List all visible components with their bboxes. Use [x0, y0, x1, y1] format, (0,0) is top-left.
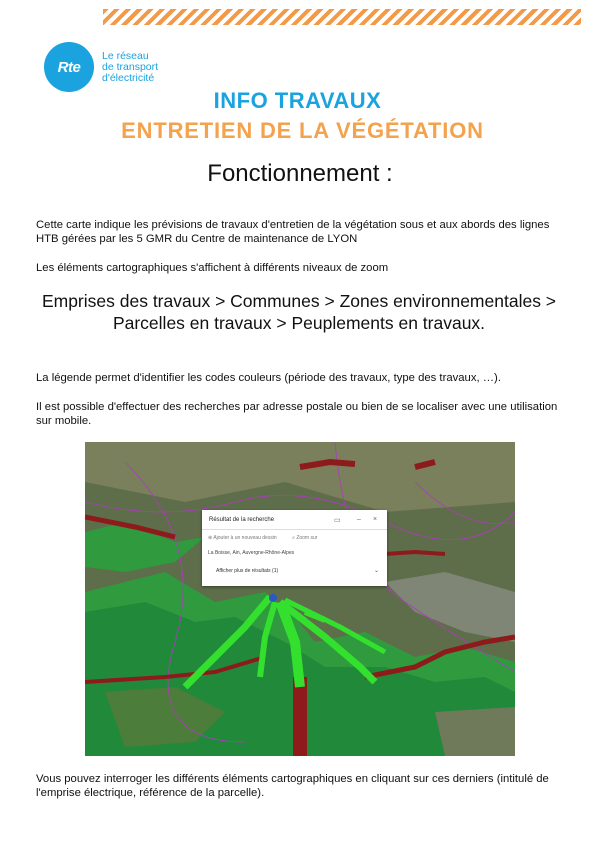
zoom-icon: ⌕: [292, 535, 295, 541]
paragraph-query: Vous pouvez interroger les différents éléments cartographiques en cliquant sur ces derniers (intitulé de l'emprise électrique, référence de la parcelle).: [36, 773, 549, 799]
page-subtitle: ENTRETIEN DE LA VÉGÉTATION: [121, 118, 484, 143]
paragraph-zoom: Les éléments cartographiques s'affichent à différents niveaux de zoom: [36, 262, 389, 274]
rte-logo: [44, 42, 158, 92]
search-result-item[interactable]: La Boisse, Ain, Auvergne-Rhône-Alpes: [208, 550, 295, 556]
search-result-popup: [202, 510, 387, 586]
paragraph-intro: Cette carte indique les prévisions de travaux d'entretien de la végétation sous et aux abords des lignes HTB gérées par les 5 GMR du Centre de maintenance de LYON: [36, 219, 550, 245]
map-screenshot: [85, 442, 515, 756]
add-drawing-icon: ⊕: [208, 535, 213, 541]
map-image: [85, 442, 515, 756]
rte-logo-mark: Rte: [44, 42, 94, 92]
chevron-down-icon[interactable]: ⌄: [374, 568, 380, 574]
more-results-toggle[interactable]: Afficher plus de résultats (1): [216, 568, 279, 574]
zoom-link[interactable]: Zoom sur: [296, 535, 318, 541]
paragraph-legend: La légende permet d'identifier les codes couleurs (période des travaux, type des travaux, …).: [36, 372, 501, 384]
rte-logo-text: Le réseau de transport d'électricité: [102, 49, 159, 84]
add-drawing-link[interactable]: Ajouter à un nouveau dessin: [213, 535, 277, 541]
paragraph-search: Il est possible d'effectuer des recherches par adresse postale ou bien de se localiser avec une utilisation sur mobile.: [36, 401, 558, 427]
page-title: INFO TRAVAUX: [213, 88, 382, 113]
popup-actions: [208, 535, 317, 541]
popup-divider: [202, 529, 387, 530]
minimize-icon[interactable]: –: [357, 516, 361, 523]
dock-icon[interactable]: ▭: [334, 517, 341, 524]
section-title: Fonctionnement :: [207, 160, 393, 187]
popup-title: Résultat de la recherche: [209, 517, 275, 523]
decorative-stripes: [103, 9, 581, 25]
close-icon[interactable]: ×: [373, 516, 378, 523]
zoom-levels: Emprises des travaux > Communes > Zones environnementales > Parcelles en travaux > Peuplements en travaux.: [41, 291, 557, 333]
